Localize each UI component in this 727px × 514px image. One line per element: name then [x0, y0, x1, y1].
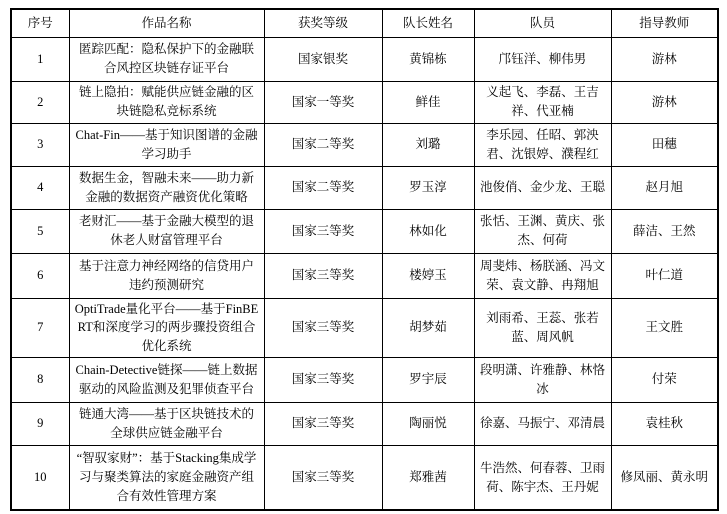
cell-advisor: 修凤丽、黄永明	[611, 445, 718, 510]
cell-leader: 林如化	[382, 209, 474, 253]
cell-advisor: 游林	[611, 81, 718, 123]
cell-advisor: 王文胜	[611, 298, 718, 357]
cell-title: “智驭家财”：基于Stacking集成学习与聚类算法的家庭金融资产组合有效性管理方案	[69, 445, 264, 510]
table-row	[11, 166, 718, 209]
cell-no: 1	[11, 37, 69, 81]
cell-title: Chat-Fin——基于知识图谱的金融学习助手	[69, 123, 264, 166]
cell-no: 9	[11, 402, 69, 445]
cell-advisor: 薛洁、王然	[611, 209, 718, 253]
cell-award: 国家三等奖	[264, 445, 382, 510]
cell-title: 链上隐拍：赋能供应链金融的区块链隐私竞标系统	[69, 81, 264, 123]
cell-advisor: 袁桂秋	[611, 402, 718, 445]
cell-members: 徐嘉、马振宁、邓清晨	[474, 402, 611, 445]
cell-award: 国家三等奖	[264, 357, 382, 402]
header-row	[11, 9, 718, 37]
cell-members: 邝钰洋、柳伟男	[474, 37, 611, 81]
header-cell-members: 队员	[474, 9, 611, 37]
cell-members: 义起飞、李磊、王吉祥、代亚楠	[474, 81, 611, 123]
cell-no: 10	[11, 445, 69, 510]
cell-leader: 罗宇辰	[382, 357, 474, 402]
table-row	[11, 123, 718, 166]
table-row	[11, 209, 718, 253]
cell-members: 牛浩然、何春蓉、卫雨荷、陈宇杰、王丹妮	[474, 445, 611, 510]
cell-award: 国家三等奖	[264, 209, 382, 253]
cell-no: 3	[11, 123, 69, 166]
header-cell-award: 获奖等级	[264, 9, 382, 37]
header-cell-title: 作品名称	[69, 9, 264, 37]
cell-no: 6	[11, 253, 69, 298]
cell-leader: 楼婷玉	[382, 253, 474, 298]
cell-award: 国家二等奖	[264, 166, 382, 209]
header-cell-no: 序号	[11, 9, 69, 37]
cell-leader: 罗玉淳	[382, 166, 474, 209]
table-row	[11, 81, 718, 123]
cell-no: 5	[11, 209, 69, 253]
cell-no: 8	[11, 357, 69, 402]
cell-members: 李乐园、任昭、郭泱君、沈银婷、濮程红	[474, 123, 611, 166]
cell-title: 匿踪匹配：隐私保护下的金融联合风控区块链存证平台	[69, 37, 264, 81]
cell-members: 段明潇、许雅静、林恪冰	[474, 357, 611, 402]
cell-award: 国家二等奖	[264, 123, 382, 166]
cell-award: 国家银奖	[264, 37, 382, 81]
header-cell-advisor: 指导教师	[611, 9, 718, 37]
cell-advisor: 赵月旭	[611, 166, 718, 209]
cell-title: 链通大湾——基于区块链技术的全球供应链金融平台	[69, 402, 264, 445]
cell-award: 国家三等奖	[264, 402, 382, 445]
cell-title: 数据生金，智融未来——助力新金融的数据资产融资优化策略	[69, 166, 264, 209]
cell-award: 国家三等奖	[264, 253, 382, 298]
cell-members: 池俊俏、金少龙、王聪	[474, 166, 611, 209]
cell-leader: 胡梦茹	[382, 298, 474, 357]
cell-members: 周斐炜、杨朕涵、冯文荣、袁文静、冉翔旭	[474, 253, 611, 298]
cell-no: 2	[11, 81, 69, 123]
cell-members: 刘雨希、王蕊、张若蓝、周风帆	[474, 298, 611, 357]
cell-members: 张恬、王渊、黄庆、张杰、何荷	[474, 209, 611, 253]
cell-leader: 黄锦栋	[382, 37, 474, 81]
cell-advisor: 田穗	[611, 123, 718, 166]
cell-title: 老财汇——基于金融大模型的退休老人财富管理平台	[69, 209, 264, 253]
cell-award: 国家一等奖	[264, 81, 382, 123]
cell-leader: 陶丽悦	[382, 402, 474, 445]
cell-advisor: 叶仁道	[611, 253, 718, 298]
cell-advisor: 付荣	[611, 357, 718, 402]
cell-leader: 郑雅茜	[382, 445, 474, 510]
cell-title: 基于注意力神经网络的信贷用户违约预测研究	[69, 253, 264, 298]
cell-leader: 刘璐	[382, 123, 474, 166]
table-row	[11, 357, 718, 402]
awards-table	[10, 8, 719, 511]
cell-advisor: 游林	[611, 37, 718, 81]
table-row	[11, 445, 718, 510]
table-row	[11, 298, 718, 357]
cell-no: 7	[11, 298, 69, 357]
cell-no: 4	[11, 166, 69, 209]
cell-award: 国家三等奖	[264, 298, 382, 357]
table-row	[11, 253, 718, 298]
cell-title: OptiTrade量化平台——基于FinBERT和深度学习的两步骤投资组合优化系统	[69, 298, 264, 357]
cell-title: Chain-Detective链探——链上数据驱动的风险监测及犯罪侦查平台	[69, 357, 264, 402]
table-row	[11, 37, 718, 81]
table-row	[11, 402, 718, 445]
table-body	[11, 37, 718, 510]
header-cell-leader: 队长姓名	[382, 9, 474, 37]
cell-leader: 鲜佳	[382, 81, 474, 123]
